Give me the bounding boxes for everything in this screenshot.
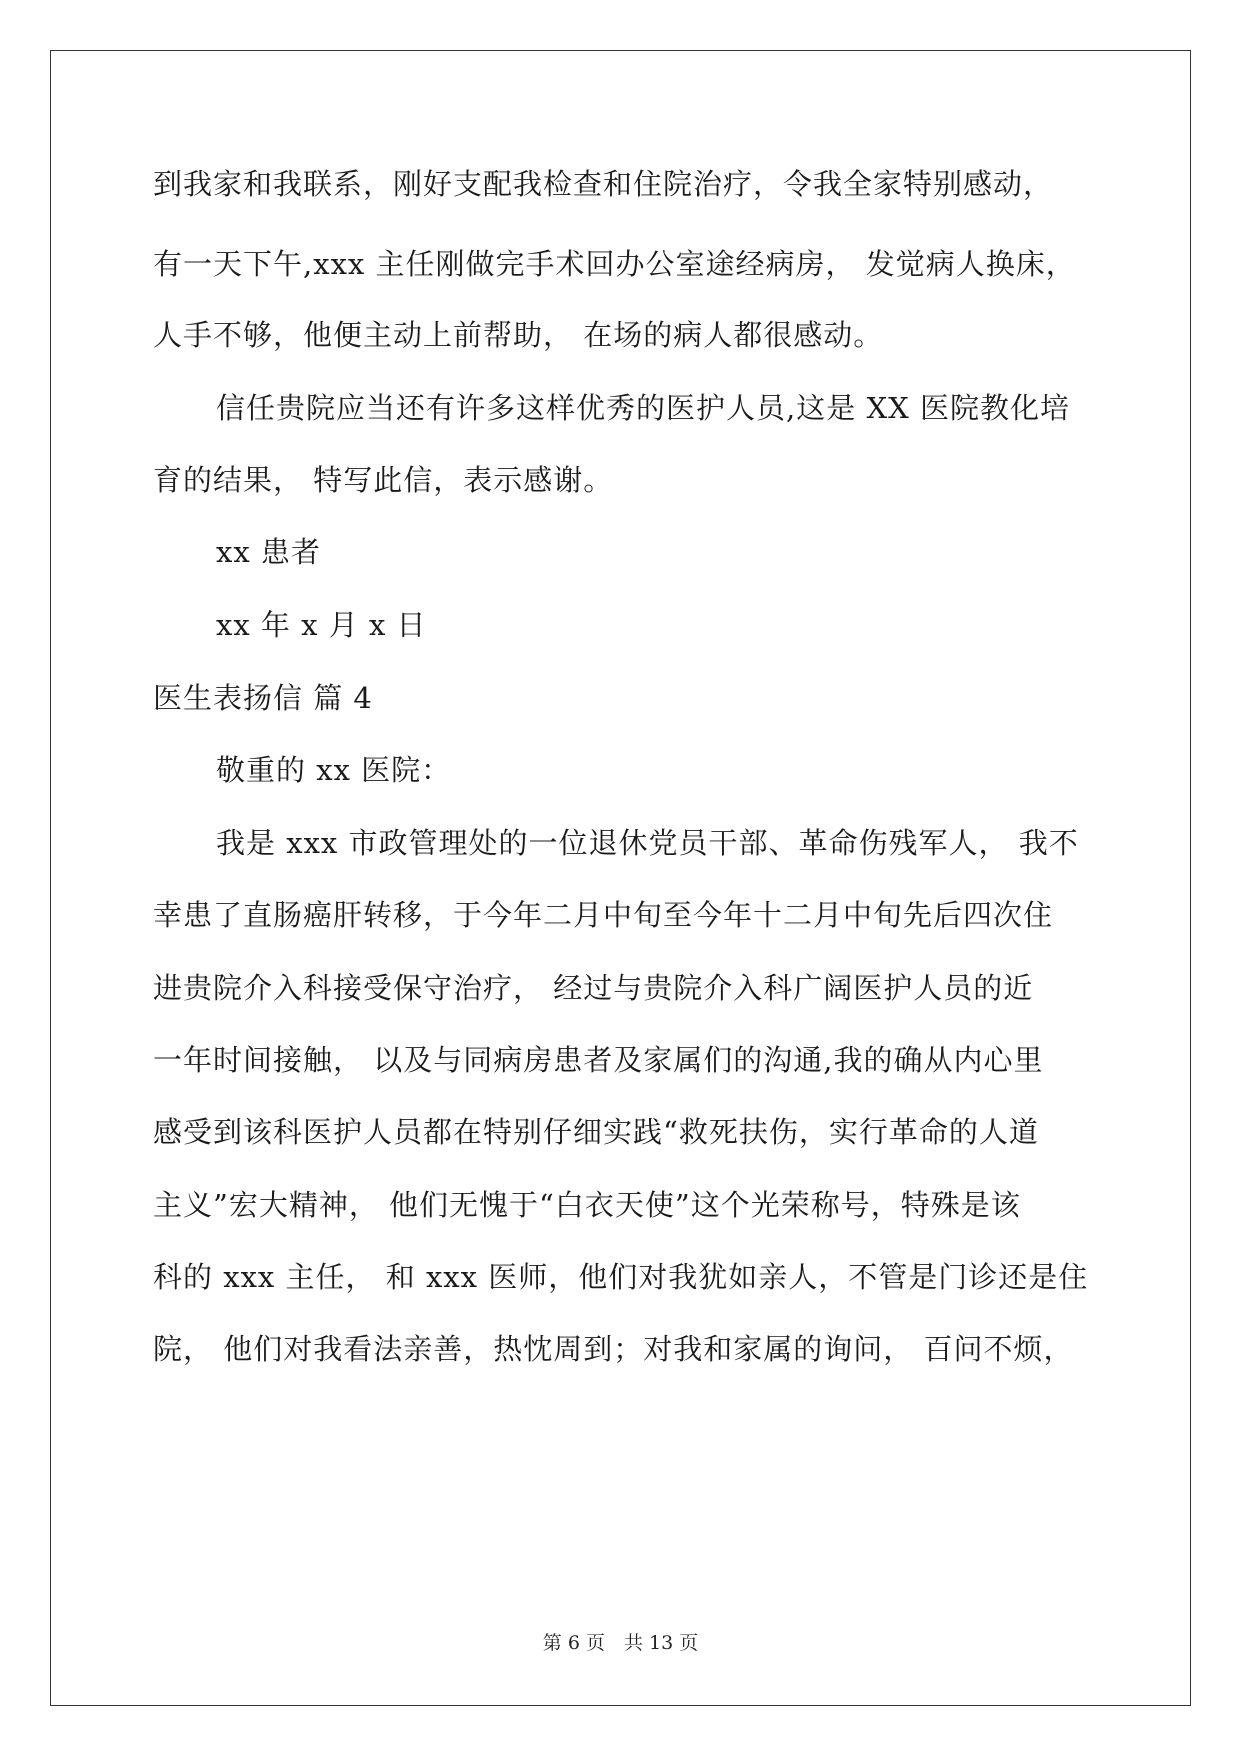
body-line: 主义”宏大精神， 他们无愧于“白衣天使”这个光荣称号，特殊是该 <box>153 1188 1021 1222</box>
body-line: 科的 xxx 主任， 和 xxx 医师，他们对我犹如亲人，不管是门诊还是住 <box>153 1260 1089 1294</box>
body-line: 幸患了直肠癌肝转移，于今年二月中旬至今年十二月中旬先后四次住 <box>153 898 1054 932</box>
body-line: 我是 xxx 市政管理处的一位退休党员干部、革命伤残军人， 我不 <box>216 826 1079 860</box>
signature-date: xx 年 x 月 x 日 <box>216 608 427 642</box>
body-line: 一年时间接触， 以及与同病房患者及家属们的沟通,我的确从内心里 <box>153 1043 1044 1077</box>
body-line: 育的结果， 特写此信，表示感谢。 <box>153 463 614 497</box>
body-line: 进贵院介入科接受保守治疗， 经过与贵院介入科广阔医护人员的近 <box>153 971 1034 1005</box>
page-border <box>50 50 1191 1706</box>
section-heading: 医生表扬信 篇 4 <box>153 681 373 715</box>
page-number: 第 6 页 共 13 页 <box>542 1632 699 1654</box>
body-line: 信任贵院应当还有许多这样优秀的医护人员,这是 XX 医院教化培 <box>216 391 1070 425</box>
salutation: 敬重的 xx 医院： <box>216 753 452 787</box>
body-line: 到我家和我联系，刚好支配我检查和住院治疗，令我全家特别感动， <box>153 167 1054 201</box>
body-line: 人手不够，他便主动上前帮助， 在场的病人都很感动。 <box>153 318 884 352</box>
body-line: 有一天下午,xxx 主任刚做完手术回办公室途经病房， 发觉病人换床， <box>153 247 1076 281</box>
signature-name: xx 患者 <box>216 535 321 569</box>
body-line: 院， 他们对我看法亲善，热忱周到；对我和家属的询问， 百问不烦， <box>153 1332 1074 1366</box>
body-line: 感受到该科医护人员都在特别仔细实践“救死扶伤，实行革命的人道 <box>153 1115 1039 1149</box>
